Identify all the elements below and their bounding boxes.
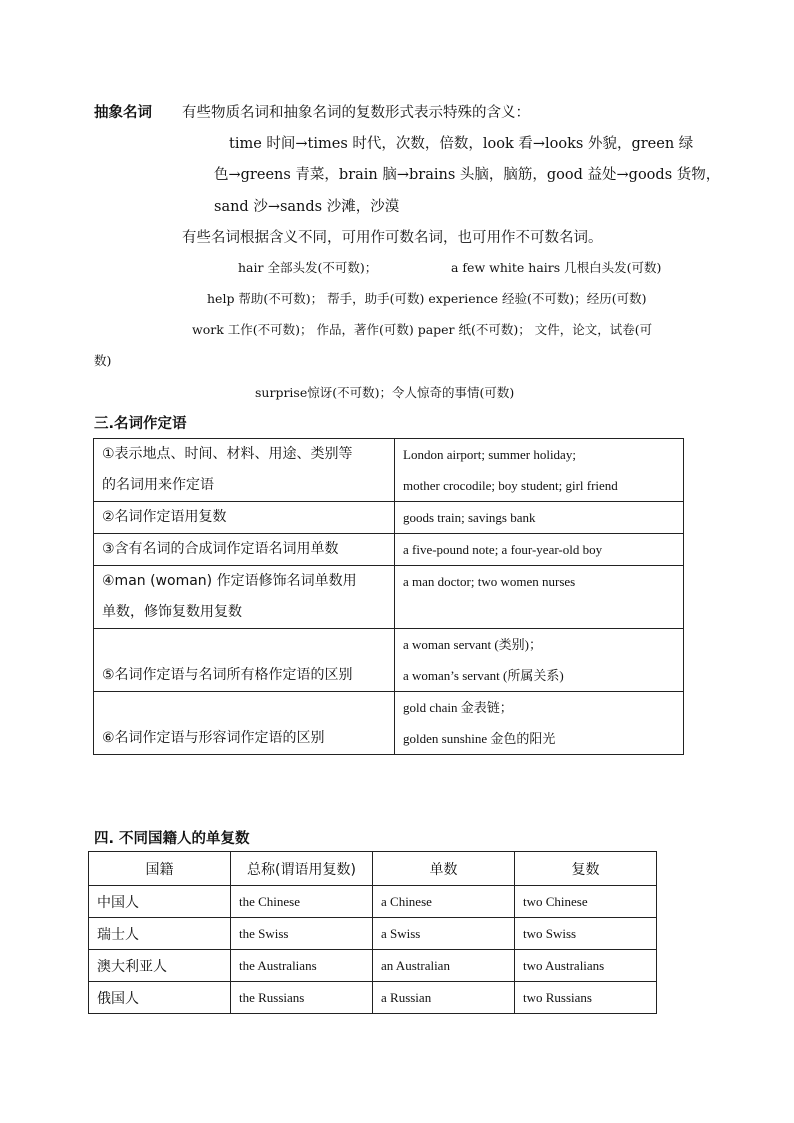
table-cell: the Chinese (231, 886, 373, 918)
example-line: sand 沙→sands 沙滩，沙漠 (214, 199, 400, 215)
table-row (94, 439, 684, 502)
example-cell (395, 566, 684, 629)
example-line: work 工作(不可数)； 作品，著作(可数) paper 纸(不可数)； 文件，论文，试卷(可 (192, 322, 653, 337)
example-cell (395, 629, 684, 692)
table-cell: a Russian (373, 982, 515, 1014)
rule-text: 单数，修饰复数用复数 (102, 604, 242, 620)
example-line: hair 全部头发(不可数)； (238, 260, 378, 275)
example-line: 色→greens 青菜，brain 脑→brains 头脑，脑筋，good 益处→goods 货物， (214, 167, 721, 183)
table-cell: an Australian (373, 950, 515, 982)
table-row (94, 692, 684, 755)
example-text: a woman servant (类别)； (403, 637, 542, 652)
example-text: London airport; summer holiday; (403, 447, 576, 462)
table-row (89, 950, 657, 982)
rule-cell (94, 566, 395, 629)
example-cell (395, 439, 684, 502)
section-heading-abstract-nouns: 抽象名词 (94, 105, 152, 121)
table-cell: the Russians (231, 982, 373, 1014)
rule-text: ②名词作定语用复数 (102, 509, 227, 525)
rule-cell (94, 692, 395, 755)
rule-text: 的名词用来作定语 (102, 477, 214, 493)
rule-text: ①表示地点、时间、材料、用途、类别等 (102, 446, 353, 462)
example-line: a few white hairs 几根白头发(可数) (451, 260, 662, 275)
column-header: 复数 (515, 852, 657, 886)
section-title-nationalities: 四. 不同国籍人的单复数 (94, 831, 250, 847)
table-cell: two Australians (515, 950, 657, 982)
rule-cell (94, 439, 395, 502)
column-header: 总称(谓语用复数) (231, 852, 373, 886)
table-row (89, 918, 657, 950)
rule-text: ④man (woman) 作定语修饰名词单数用 (102, 573, 357, 589)
example-cell (395, 502, 684, 534)
example-line: 数) (94, 353, 112, 368)
table-header-row (89, 852, 657, 886)
noun-attributive-table (93, 438, 684, 755)
example-line: surprise惊讶(不可数)；令人惊奇的事情(可数) (255, 385, 515, 400)
column-header: 单数 (373, 852, 515, 886)
table-cell: 澳大利亚人 (89, 950, 231, 982)
table-cell: two Russians (515, 982, 657, 1014)
table-row (89, 982, 657, 1014)
intro-line: 有些名词根据含义不同，可用作可数名词，也可用作不可数名词。 (182, 230, 603, 246)
table-cell: a Swiss (373, 918, 515, 950)
example-text: golden sunshine 金色的阳光 (403, 731, 556, 746)
table-cell: a Chinese (373, 886, 515, 918)
rule-text: ⑤名词作定语与名词所有格作定语的区别 (102, 667, 353, 683)
table-cell: two Chinese (515, 886, 657, 918)
rule-cell (94, 629, 395, 692)
table-cell: the Australians (231, 950, 373, 982)
example-text: a five-pound note; a four-year-old boy (403, 542, 603, 557)
example-text: mother crocodile; boy student; girl friend (403, 478, 618, 493)
table-row (94, 629, 684, 692)
table-cell: 中国人 (89, 886, 231, 918)
rule-cell (94, 534, 395, 566)
example-text: gold chain 金表链； (403, 700, 513, 715)
table-row (94, 534, 684, 566)
example-cell (395, 692, 684, 755)
table-cell: two Swiss (515, 918, 657, 950)
rule-cell (94, 502, 395, 534)
example-line: time 时间→times 时代，次数，倍数，look 看→looks 外貌，green 绿 (229, 136, 694, 152)
nationality-table (88, 851, 657, 1014)
table-cell: 瑞士人 (89, 918, 231, 950)
table-row (94, 502, 684, 534)
section-title-noun-attributive: 三.名词作定语 (94, 416, 187, 432)
example-cell (395, 534, 684, 566)
example-text: goods train; savings bank (403, 510, 536, 525)
table-cell: the Swiss (231, 918, 373, 950)
table-cell: 俄国人 (89, 982, 231, 1014)
example-text: a man doctor; two women nurses (403, 574, 576, 589)
table-row (94, 566, 684, 629)
intro-line: 有些物质名词和抽象名词的复数形式表示特殊的含义： (182, 105, 530, 121)
table-row (89, 886, 657, 918)
column-header: 国籍 (89, 852, 231, 886)
example-line: help 帮助(不可数)； 帮手，助手(可数) experience 经验(不可数)；经历(可数) (207, 291, 647, 306)
rule-text: ⑥名词作定语与形容词作定语的区别 (102, 730, 325, 746)
example-text: a woman’s servant (所属关系) (403, 668, 564, 683)
rule-text: ③含有名词的合成词作定语名词用单数 (102, 541, 339, 557)
